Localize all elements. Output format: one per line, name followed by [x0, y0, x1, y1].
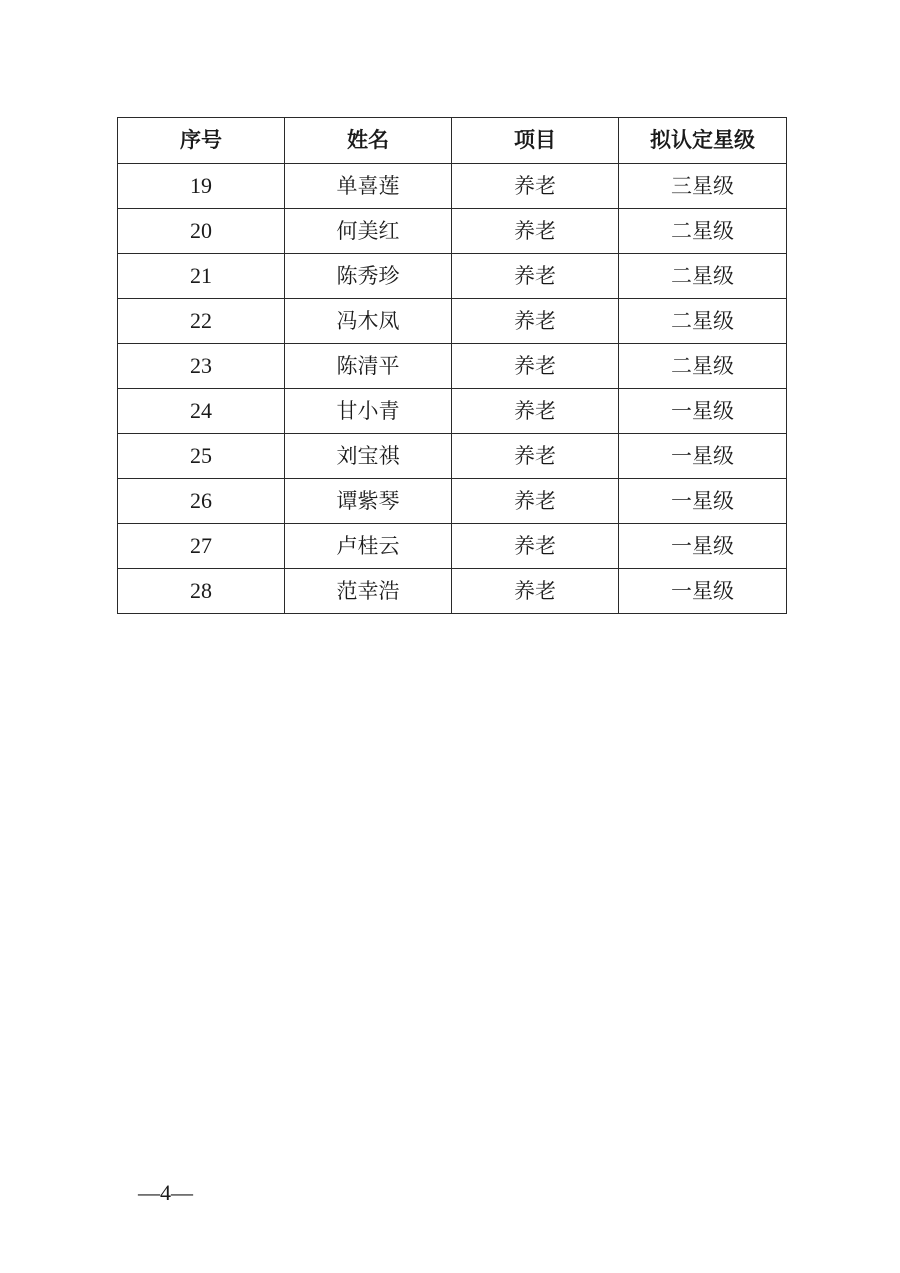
- cell-project: 养老: [452, 389, 619, 434]
- table-row: [118, 209, 787, 254]
- cell-name: 陈秀珍: [285, 254, 452, 299]
- header-project: 项目: [452, 118, 619, 164]
- table-header-row: [118, 118, 787, 164]
- cell-rating: 一星级: [619, 389, 787, 434]
- table-row: [118, 389, 787, 434]
- cell-name: 单喜莲: [285, 164, 452, 209]
- cell-name: 甘小青: [285, 389, 452, 434]
- cell-index: 21: [118, 254, 285, 299]
- cell-index: 27: [118, 524, 285, 569]
- cell-name: 何美红: [285, 209, 452, 254]
- cell-project: 养老: [452, 254, 619, 299]
- cell-project: 养老: [452, 569, 619, 614]
- cell-rating: 一星级: [619, 434, 787, 479]
- cell-rating: 一星级: [619, 479, 787, 524]
- cell-name: 卢桂云: [285, 524, 452, 569]
- cell-name: 谭紫琴: [285, 479, 452, 524]
- cell-index: 20: [118, 209, 285, 254]
- cell-project: 养老: [452, 164, 619, 209]
- cell-rating: 一星级: [619, 569, 787, 614]
- cell-project: 养老: [452, 209, 619, 254]
- header-name: 姓名: [285, 118, 452, 164]
- star-rating-table: [117, 117, 787, 614]
- cell-rating: 二星级: [619, 299, 787, 344]
- table-row: [118, 479, 787, 524]
- cell-rating: 二星级: [619, 254, 787, 299]
- cell-name: 刘宝祺: [285, 434, 452, 479]
- cell-project: 养老: [452, 479, 619, 524]
- cell-index: 26: [118, 479, 285, 524]
- cell-rating: 二星级: [619, 209, 787, 254]
- table-row: [118, 299, 787, 344]
- cell-project: 养老: [452, 344, 619, 389]
- cell-rating: 二星级: [619, 344, 787, 389]
- table-row: [118, 344, 787, 389]
- cell-index: 25: [118, 434, 285, 479]
- cell-project: 养老: [452, 524, 619, 569]
- cell-index: 22: [118, 299, 285, 344]
- page-number: —4—: [138, 1180, 193, 1205]
- cell-index: 24: [118, 389, 285, 434]
- table-row: [118, 164, 787, 209]
- header-index: 序号: [118, 118, 285, 164]
- table-row: [118, 569, 787, 614]
- cell-project: 养老: [452, 299, 619, 344]
- cell-name: 范幸浩: [285, 569, 452, 614]
- cell-rating: 一星级: [619, 524, 787, 569]
- header-rating: 拟认定星级: [619, 118, 787, 164]
- cell-rating: 三星级: [619, 164, 787, 209]
- cell-project: 养老: [452, 434, 619, 479]
- cell-name: 陈清平: [285, 344, 452, 389]
- table-row: [118, 524, 787, 569]
- cell-index: 19: [118, 164, 285, 209]
- cell-index: 23: [118, 344, 285, 389]
- cell-index: 28: [118, 569, 285, 614]
- cell-name: 冯木凤: [285, 299, 452, 344]
- table-row: [118, 254, 787, 299]
- table-row: [118, 434, 787, 479]
